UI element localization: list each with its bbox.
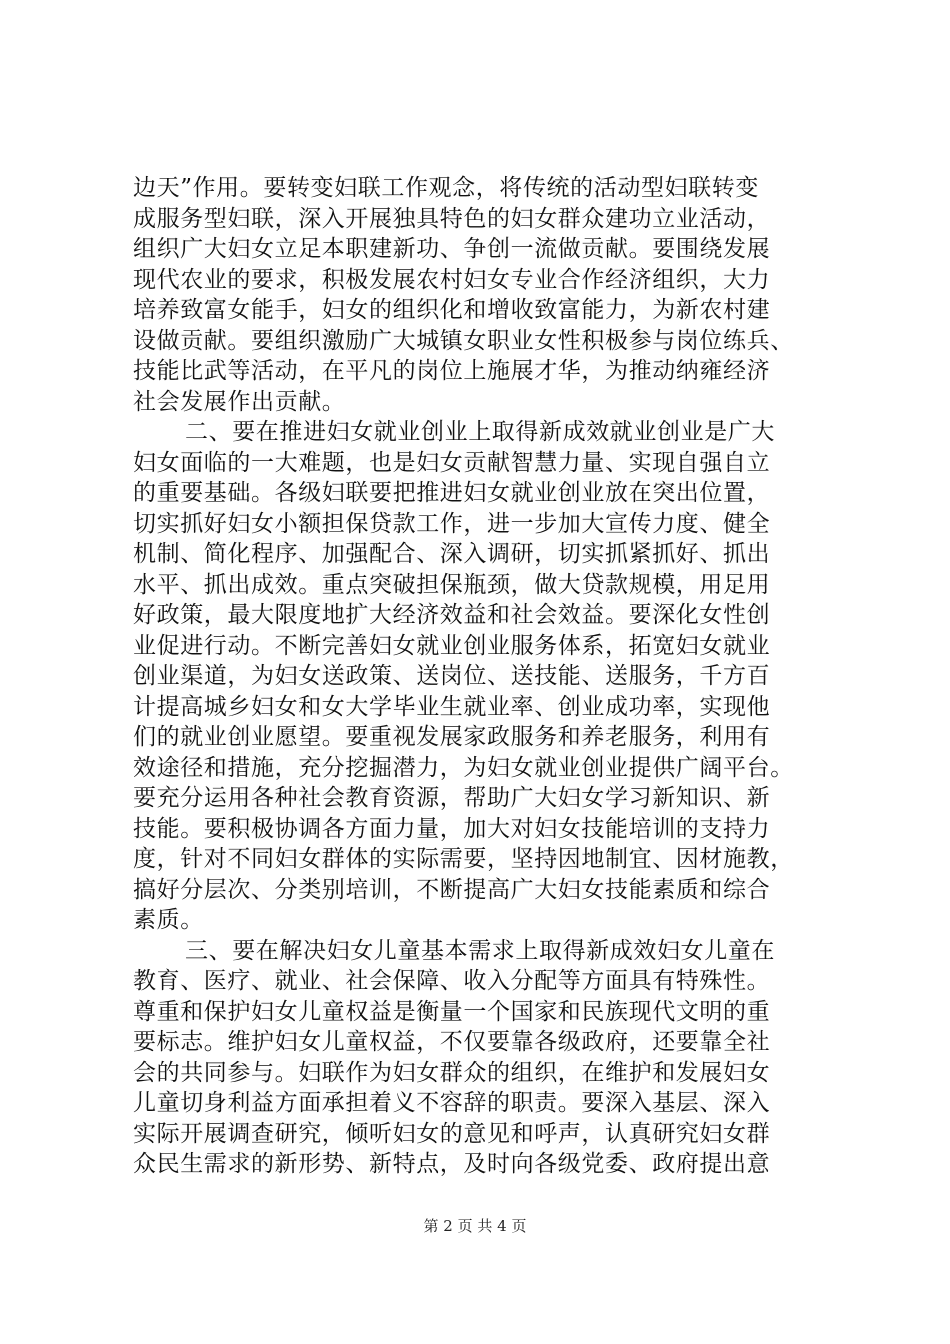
text-line: 尊重和保护妇女儿童权益是衡量一个国家和民族现代文明的重 [133,998,771,1025]
text-line: 要标志。维护妇女儿童权益，不仅要靠各级政府，还要靠全社 [133,1029,771,1055]
text-line: 度，针对不同妇女群体的实际需要，坚持因地制宜、因材施教， [133,846,794,872]
text-line: 的重要基础。各级妇联要把推进妇女就业创业放在突出位置， [133,480,771,506]
text-line: 儿童切身利益方面承担着义不容辞的职责。要深入基层、深入 [133,1090,771,1116]
text-line: 创业渠道，为妇女送政策、送岗位、送技能、送服务，千方百 [133,663,771,689]
text-line: 搞好分层次、分类别培训，不断提高广大妇女技能素质和综合 [133,876,771,903]
text-line: 要充分运用各种社会教育资源，帮助广大妇女学习新知识、新 [133,785,771,811]
text-line: 切实抓好妇女小额担保贷款工作，进一步加大宣传力度、健全 [133,510,771,537]
text-line: 社会发展作出贡献。 [133,388,346,415]
paragraph-heading-line: 二、要在推进妇女就业创业上取得新成效就业创业是广大 [185,419,775,445]
text-line: 成服务型妇联，深入开展独具特色的妇女群众建功立业活动， [133,205,771,232]
paragraph-heading-line: 三、要在解决妇女儿童基本需求上取得新成效妇女儿童在 [185,937,775,964]
text-line: 现代农业的要求，积极发展农村妇女专业合作经济组织，大力 [133,266,771,293]
text-line: 边天”作用。要转变妇联工作观念，将传统的活动型妇联转变 [133,175,759,201]
text-line: 技能。要积极协调各方面力量，加大对妇女技能培训的支持力 [133,815,771,842]
text-line: 好政策，最大限度地扩大经济效益和社会效益。要深化女性创 [133,602,771,628]
text-line: 水平、抓出成效。重点突破担保瓶颈，做大贷款规模，用足用 [133,571,771,598]
text-line: 实际开展调查研究，倾听妇女的意见和呼声，认真研究妇女群 [133,1120,771,1147]
text-line: 培养致富女能手，妇女的组织化和增收致富能力，为新农村建 [133,297,771,323]
text-line: 效途径和措施，充分挖掘潜力，为妇女就业创业提供广阔平台。 [133,754,794,781]
text-line: 众民生需求的新形势、新特点，及时向各级党委、政府提出意 [133,1151,771,1177]
document-body [133,173,833,1180]
page-number-footer: 第 2 页 共 4 页 [423,1217,527,1235]
text-line: 教育、医疗、就业、社会保障、收入分配等方面具有特殊性。 [133,968,771,994]
text-line: 机制、简化程序、加强配合、深入调研，切实抓紧抓好、抓出 [133,541,771,567]
text-line: 计提高城乡妇女和女大学毕业生就业率、创业成功率，实现他 [133,693,771,720]
text-line: 设做贡献。要组织激励广大城镇女职业女性积极参与岗位练兵、 [133,327,794,354]
text-line: 组织广大妇女立足本职建新功、争创一流做贡献。要围绕发展 [133,236,771,262]
text-line: 会的共同参与。妇联作为妇女群众的组织，在维护和发展妇女 [133,1059,771,1086]
text-line: 素质。 [133,907,204,933]
text-line: 业促进行动。不断完善妇女就业创业服务体系，拓宽妇女就业 [133,632,771,659]
text-line: 们的就业创业愿望。要重视发展家政服务和养老服务，利用有 [133,724,771,750]
text-line: 妇女面临的一大难题，也是妇女贡献智慧力量、实现自强自立 [133,449,771,476]
text-line: 技能比武等活动，在平凡的岗位上施展才华，为推动纳雍经济 [133,358,771,384]
